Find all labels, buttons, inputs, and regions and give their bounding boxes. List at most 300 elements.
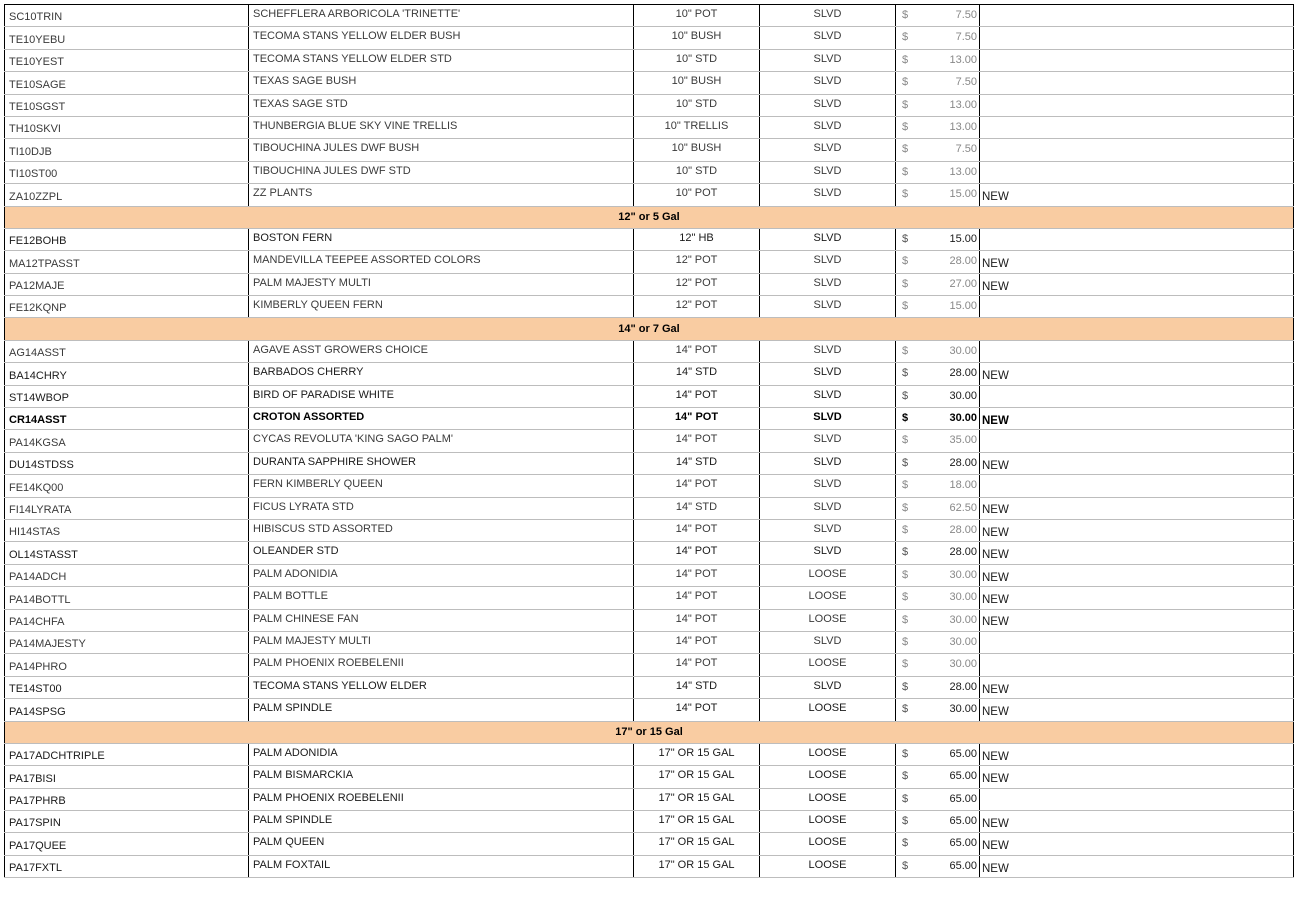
new-badge-cell <box>980 94 1294 116</box>
table-row <box>5 519 1294 541</box>
item-code-cell: FI14LYRATA <box>5 497 249 519</box>
item-code-cell: TE10SGST <box>5 94 249 116</box>
price-amount: 65.00 <box>949 859 977 872</box>
size-cell: 17" OR 15 GAL <box>634 788 760 810</box>
size-cell: 10" BUSH <box>634 72 760 94</box>
packaging-cell: SLVD <box>760 408 896 430</box>
size-cell: 14" STD <box>634 452 760 474</box>
price-amount: 65.00 <box>949 837 977 850</box>
item-code-cell: PA17PHRB <box>5 788 249 810</box>
price-amount: 28.00 <box>949 523 977 536</box>
item-code-cell: CR14ASST <box>5 408 249 430</box>
price-cell <box>896 116 980 138</box>
item-code-cell: PA17BISI <box>5 766 249 788</box>
price-cell <box>896 699 980 721</box>
price-amount: 15.00 <box>949 188 977 201</box>
size-cell: 10" BUSH <box>634 139 760 161</box>
section-title: 14" or 7 Gal <box>5 318 1294 340</box>
packaging-cell: SLVD <box>760 296 896 318</box>
new-badge-cell <box>980 296 1294 318</box>
description-cell: TECOMA STANS YELLOW ELDER STD <box>249 49 634 71</box>
item-code-cell: TH10SKVI <box>5 116 249 138</box>
packaging-cell: SLVD <box>760 72 896 94</box>
currency-symbol: $ <box>902 770 909 783</box>
new-badge-cell: NEW <box>980 408 1294 430</box>
price-amount: 30.00 <box>949 344 977 357</box>
price-amount: 28.00 <box>949 680 977 693</box>
price-amount: 13.00 <box>949 165 977 178</box>
table-row <box>5 139 1294 161</box>
new-badge-cell <box>980 475 1294 497</box>
item-code-cell: PA14BOTTL <box>5 587 249 609</box>
new-badge-cell <box>980 161 1294 183</box>
new-badge-cell: NEW <box>980 587 1294 609</box>
item-code-cell: TI10DJB <box>5 139 249 161</box>
new-badge-cell: NEW <box>980 833 1294 855</box>
price-cell <box>896 5 980 27</box>
price-cell <box>896 72 980 94</box>
price-cell <box>896 49 980 71</box>
size-cell: 10" STD <box>634 94 760 116</box>
size-cell: 12" POT <box>634 251 760 273</box>
new-badge-cell: NEW <box>980 363 1294 385</box>
currency-symbol: $ <box>902 53 909 66</box>
size-cell: 14" POT <box>634 430 760 452</box>
price-cell <box>896 519 980 541</box>
packaging-cell: SLVD <box>760 228 896 250</box>
table-row <box>5 564 1294 586</box>
item-code-cell: TE14ST00 <box>5 676 249 698</box>
packaging-cell: SLVD <box>760 273 896 295</box>
description-cell: TEXAS SAGE STD <box>249 94 634 116</box>
description-cell: FICUS LYRATA STD <box>249 497 634 519</box>
item-code-cell: BA14CHRY <box>5 363 249 385</box>
price-amount: 15.00 <box>949 232 977 245</box>
table-row <box>5 542 1294 564</box>
price-amount: 15.00 <box>949 300 977 313</box>
currency-symbol: $ <box>902 31 909 44</box>
currency-symbol: $ <box>902 76 909 89</box>
item-code-cell: SC10TRIN <box>5 5 249 27</box>
price-amount: 30.00 <box>949 389 977 402</box>
description-cell: PALM MAJESTY MULTI <box>249 273 634 295</box>
description-cell: TIBOUCHINA JULES DWF BUSH <box>249 139 634 161</box>
item-code-cell: AG14ASST <box>5 340 249 362</box>
description-cell: PALM BISMARCKIA <box>249 766 634 788</box>
size-cell: 14" STD <box>634 497 760 519</box>
price-amount: 30.00 <box>949 412 977 425</box>
currency-symbol: $ <box>902 434 909 447</box>
table-row <box>5 296 1294 318</box>
price-amount: 35.00 <box>949 434 977 447</box>
table-body <box>5 5 1294 878</box>
currency-symbol: $ <box>902 501 909 514</box>
size-cell: 14" STD <box>634 363 760 385</box>
packaging-cell: SLVD <box>760 497 896 519</box>
new-badge-cell <box>980 49 1294 71</box>
price-cell <box>896 766 980 788</box>
table-row <box>5 676 1294 698</box>
currency-symbol: $ <box>902 523 909 536</box>
item-code-cell: PA14PHRO <box>5 654 249 676</box>
price-amount: 30.00 <box>949 613 977 626</box>
size-cell: 14" POT <box>634 654 760 676</box>
item-code-cell: HI14STAS <box>5 519 249 541</box>
price-amount: 7.50 <box>955 76 977 89</box>
description-cell: PALM CHINESE FAN <box>249 609 634 631</box>
table-row <box>5 743 1294 765</box>
description-cell: PALM SPINDLE <box>249 811 634 833</box>
description-cell: PALM BOTTLE <box>249 587 634 609</box>
size-cell: 14" POT <box>634 631 760 653</box>
packaging-cell: SLVD <box>760 631 896 653</box>
item-code-cell: PA17QUEE <box>5 833 249 855</box>
item-code-cell: TE10YEST <box>5 49 249 71</box>
currency-symbol: $ <box>902 412 909 425</box>
price-cell <box>896 408 980 430</box>
price-cell <box>896 587 980 609</box>
table-row <box>5 699 1294 721</box>
description-cell: TECOMA STANS YELLOW ELDER BUSH <box>249 27 634 49</box>
currency-symbol: $ <box>902 680 909 693</box>
new-badge-cell <box>980 788 1294 810</box>
packaging-cell: SLVD <box>760 94 896 116</box>
price-cell <box>896 743 980 765</box>
new-badge-cell: NEW <box>980 564 1294 586</box>
currency-symbol: $ <box>902 300 909 313</box>
price-cell <box>896 676 980 698</box>
size-cell: 10" TRELLIS <box>634 116 760 138</box>
packaging-cell: SLVD <box>760 27 896 49</box>
table-row <box>5 497 1294 519</box>
currency-symbol: $ <box>902 389 909 402</box>
new-badge-cell: NEW <box>980 251 1294 273</box>
price-cell <box>896 542 980 564</box>
currency-symbol: $ <box>902 456 909 469</box>
packaging-cell: SLVD <box>760 452 896 474</box>
description-cell: BOSTON FERN <box>249 228 634 250</box>
size-cell: 10" POT <box>634 5 760 27</box>
price-cell <box>896 475 980 497</box>
price-list-table <box>4 4 1294 878</box>
table-row <box>5 228 1294 250</box>
size-cell: 17" OR 15 GAL <box>634 811 760 833</box>
size-cell: 10" POT <box>634 184 760 206</box>
description-cell: PALM ADONIDIA <box>249 743 634 765</box>
new-badge-cell <box>980 654 1294 676</box>
packaging-cell: SLVD <box>760 49 896 71</box>
currency-symbol: $ <box>902 859 909 872</box>
currency-symbol: $ <box>902 613 909 626</box>
table-row <box>5 251 1294 273</box>
table-row <box>5 430 1294 452</box>
price-amount: 13.00 <box>949 98 977 111</box>
new-badge-cell <box>980 340 1294 362</box>
item-code-cell: FE12KQNP <box>5 296 249 318</box>
packaging-cell: LOOSE <box>760 811 896 833</box>
table-row <box>5 49 1294 71</box>
description-cell: PALM QUEEN <box>249 833 634 855</box>
currency-symbol: $ <box>902 188 909 201</box>
size-cell: 14" STD <box>634 676 760 698</box>
price-amount: 13.00 <box>949 53 977 66</box>
price-amount: 28.00 <box>949 255 977 268</box>
packaging-cell: LOOSE <box>760 743 896 765</box>
price-cell <box>896 340 980 362</box>
price-cell <box>896 654 980 676</box>
section-header-row <box>5 721 1294 743</box>
new-badge-cell: NEW <box>980 699 1294 721</box>
price-cell <box>896 788 980 810</box>
new-badge-cell <box>980 27 1294 49</box>
item-code-cell: OL14STASST <box>5 542 249 564</box>
currency-symbol: $ <box>902 568 909 581</box>
price-amount: 65.00 <box>949 815 977 828</box>
description-cell: KIMBERLY QUEEN FERN <box>249 296 634 318</box>
price-amount: 65.00 <box>949 747 977 760</box>
size-cell: 14" POT <box>634 564 760 586</box>
item-code-cell: PA14SPSG <box>5 699 249 721</box>
size-cell: 17" OR 15 GAL <box>634 833 760 855</box>
currency-symbol: $ <box>902 815 909 828</box>
size-cell: 14" POT <box>634 609 760 631</box>
packaging-cell: SLVD <box>760 340 896 362</box>
packaging-cell: LOOSE <box>760 855 896 877</box>
new-badge-cell <box>980 72 1294 94</box>
currency-symbol: $ <box>902 703 909 716</box>
price-cell <box>896 363 980 385</box>
packaging-cell: SLVD <box>760 385 896 407</box>
price-amount: 13.00 <box>949 120 977 133</box>
new-badge-cell: NEW <box>980 273 1294 295</box>
table-row <box>5 766 1294 788</box>
currency-symbol: $ <box>902 658 909 671</box>
new-badge-cell: NEW <box>980 855 1294 877</box>
table-row <box>5 654 1294 676</box>
size-cell: 17" OR 15 GAL <box>634 766 760 788</box>
price-cell <box>896 161 980 183</box>
packaging-cell: LOOSE <box>760 833 896 855</box>
description-cell: CYCAS REVOLUTA 'KING SAGO PALM' <box>249 430 634 452</box>
new-badge-cell <box>980 116 1294 138</box>
price-cell <box>896 609 980 631</box>
new-badge-cell <box>980 631 1294 653</box>
table-row <box>5 72 1294 94</box>
price-cell <box>896 564 980 586</box>
new-badge-cell: NEW <box>980 811 1294 833</box>
description-cell: THUNBERGIA BLUE SKY VINE TRELLIS <box>249 116 634 138</box>
packaging-cell: LOOSE <box>760 564 896 586</box>
item-code-cell: FE14KQ00 <box>5 475 249 497</box>
table-row <box>5 94 1294 116</box>
price-cell <box>896 251 980 273</box>
currency-symbol: $ <box>902 479 909 492</box>
currency-symbol: $ <box>902 277 909 290</box>
size-cell: 14" POT <box>634 475 760 497</box>
size-cell: 14" POT <box>634 340 760 362</box>
new-badge-cell: NEW <box>980 766 1294 788</box>
price-cell <box>896 228 980 250</box>
item-code-cell: TE10YEBU <box>5 27 249 49</box>
description-cell: CROTON ASSORTED <box>249 408 634 430</box>
packaging-cell: LOOSE <box>760 788 896 810</box>
description-cell: PALM MAJESTY MULTI <box>249 631 634 653</box>
table-row <box>5 273 1294 295</box>
packaging-cell: SLVD <box>760 676 896 698</box>
price-amount: 28.00 <box>949 456 977 469</box>
table-row <box>5 788 1294 810</box>
table-row <box>5 587 1294 609</box>
new-badge-cell: NEW <box>980 452 1294 474</box>
price-cell <box>896 27 980 49</box>
price-amount: 30.00 <box>949 568 977 581</box>
price-amount: 65.00 <box>949 792 977 805</box>
table-row <box>5 609 1294 631</box>
table-row <box>5 855 1294 877</box>
new-badge-cell <box>980 139 1294 161</box>
price-amount: 28.00 <box>949 546 977 559</box>
description-cell: FERN KIMBERLY QUEEN <box>249 475 634 497</box>
new-badge-cell: NEW <box>980 542 1294 564</box>
item-code-cell: FE12BOHB <box>5 228 249 250</box>
price-amount: 18.00 <box>949 479 977 492</box>
price-amount: 27.00 <box>949 277 977 290</box>
packaging-cell: SLVD <box>760 139 896 161</box>
price-amount: 30.00 <box>949 658 977 671</box>
new-badge-cell: NEW <box>980 184 1294 206</box>
section-header-row <box>5 206 1294 228</box>
packaging-cell: LOOSE <box>760 587 896 609</box>
currency-symbol: $ <box>902 367 909 380</box>
packaging-cell: SLVD <box>760 116 896 138</box>
new-badge-cell <box>980 228 1294 250</box>
description-cell: HIBISCUS STD ASSORTED <box>249 519 634 541</box>
currency-symbol: $ <box>902 255 909 268</box>
size-cell: 14" POT <box>634 385 760 407</box>
item-code-cell: ST14WBOP <box>5 385 249 407</box>
price-amount: 30.00 <box>949 635 977 648</box>
currency-symbol: $ <box>902 591 909 604</box>
size-cell: 10" BUSH <box>634 27 760 49</box>
description-cell: SCHEFFLERA ARBORICOLA 'TRINETTE' <box>249 5 634 27</box>
size-cell: 10" STD <box>634 49 760 71</box>
packaging-cell: SLVD <box>760 5 896 27</box>
packaging-cell: LOOSE <box>760 609 896 631</box>
currency-symbol: $ <box>902 792 909 805</box>
size-cell: 14" POT <box>634 542 760 564</box>
currency-symbol: $ <box>902 747 909 760</box>
table-row <box>5 631 1294 653</box>
price-cell <box>896 855 980 877</box>
table-row <box>5 475 1294 497</box>
currency-symbol: $ <box>902 635 909 648</box>
price-amount: 7.50 <box>955 9 977 21</box>
currency-symbol: $ <box>902 143 909 156</box>
description-cell: ZZ PLANTS <box>249 184 634 206</box>
currency-symbol: $ <box>902 165 909 178</box>
item-code-cell: PA14MAJESTY <box>5 631 249 653</box>
packaging-cell: SLVD <box>760 161 896 183</box>
currency-symbol: $ <box>902 9 909 21</box>
item-code-cell: ZA10ZZPL <box>5 184 249 206</box>
price-cell <box>896 811 980 833</box>
price-amount: 7.50 <box>955 143 977 156</box>
table-row <box>5 161 1294 183</box>
price-cell <box>896 452 980 474</box>
table-row <box>5 5 1294 27</box>
new-badge-cell <box>980 5 1294 27</box>
section-title: 17" or 15 Gal <box>5 721 1294 743</box>
item-code-cell: MA12TPASST <box>5 251 249 273</box>
description-cell: DURANTA SAPPHIRE SHOWER <box>249 452 634 474</box>
packaging-cell: SLVD <box>760 251 896 273</box>
price-amount: 7.50 <box>955 31 977 44</box>
item-code-cell: PA14CHFA <box>5 609 249 631</box>
price-amount: 65.00 <box>949 770 977 783</box>
new-badge-cell: NEW <box>980 519 1294 541</box>
packaging-cell: SLVD <box>760 363 896 385</box>
currency-symbol: $ <box>902 120 909 133</box>
description-cell: TIBOUCHINA JULES DWF STD <box>249 161 634 183</box>
size-cell: 14" POT <box>634 408 760 430</box>
new-badge-cell: NEW <box>980 743 1294 765</box>
currency-symbol: $ <box>902 837 909 850</box>
item-code-cell: PA14ADCH <box>5 564 249 586</box>
size-cell: 14" POT <box>634 519 760 541</box>
description-cell: PALM PHOENIX ROEBELENII <box>249 788 634 810</box>
price-cell <box>896 631 980 653</box>
price-amount: 62.50 <box>949 501 977 514</box>
currency-symbol: $ <box>902 232 909 245</box>
price-cell <box>896 184 980 206</box>
currency-symbol: $ <box>902 98 909 111</box>
item-code-cell: DU14STDSS <box>5 452 249 474</box>
size-cell: 14" POT <box>634 587 760 609</box>
section-title: 12" or 5 Gal <box>5 206 1294 228</box>
item-code-cell: PA12MAJE <box>5 273 249 295</box>
packaging-cell: SLVD <box>760 542 896 564</box>
new-badge-cell: NEW <box>980 497 1294 519</box>
packaging-cell: SLVD <box>760 184 896 206</box>
new-badge-cell: NEW <box>980 676 1294 698</box>
description-cell: TECOMA STANS YELLOW ELDER <box>249 676 634 698</box>
item-code-cell: PA17FXTL <box>5 855 249 877</box>
description-cell: BARBADOS CHERRY <box>249 363 634 385</box>
description-cell: PALM FOXTAIL <box>249 855 634 877</box>
item-code-cell: PA17ADCHTRIPLE <box>5 743 249 765</box>
price-cell <box>896 833 980 855</box>
table-row <box>5 452 1294 474</box>
packaging-cell: SLVD <box>760 475 896 497</box>
description-cell: TEXAS SAGE BUSH <box>249 72 634 94</box>
size-cell: 12" HB <box>634 228 760 250</box>
item-code-cell: PA14KGSA <box>5 430 249 452</box>
description-cell: MANDEVILLA TEEPEE ASSORTED COLORS <box>249 251 634 273</box>
description-cell: PALM ADONIDIA <box>249 564 634 586</box>
table-row <box>5 340 1294 362</box>
description-cell: OLEANDER STD <box>249 542 634 564</box>
description-cell: BIRD OF PARADISE WHITE <box>249 385 634 407</box>
packaging-cell: SLVD <box>760 519 896 541</box>
size-cell: 10" STD <box>634 161 760 183</box>
table-row <box>5 408 1294 430</box>
description-cell: AGAVE ASST GROWERS CHOICE <box>249 340 634 362</box>
description-cell: PALM PHOENIX ROEBELENII <box>249 654 634 676</box>
table-row <box>5 385 1294 407</box>
section-header-row <box>5 318 1294 340</box>
price-cell <box>896 273 980 295</box>
description-cell: PALM SPINDLE <box>249 699 634 721</box>
